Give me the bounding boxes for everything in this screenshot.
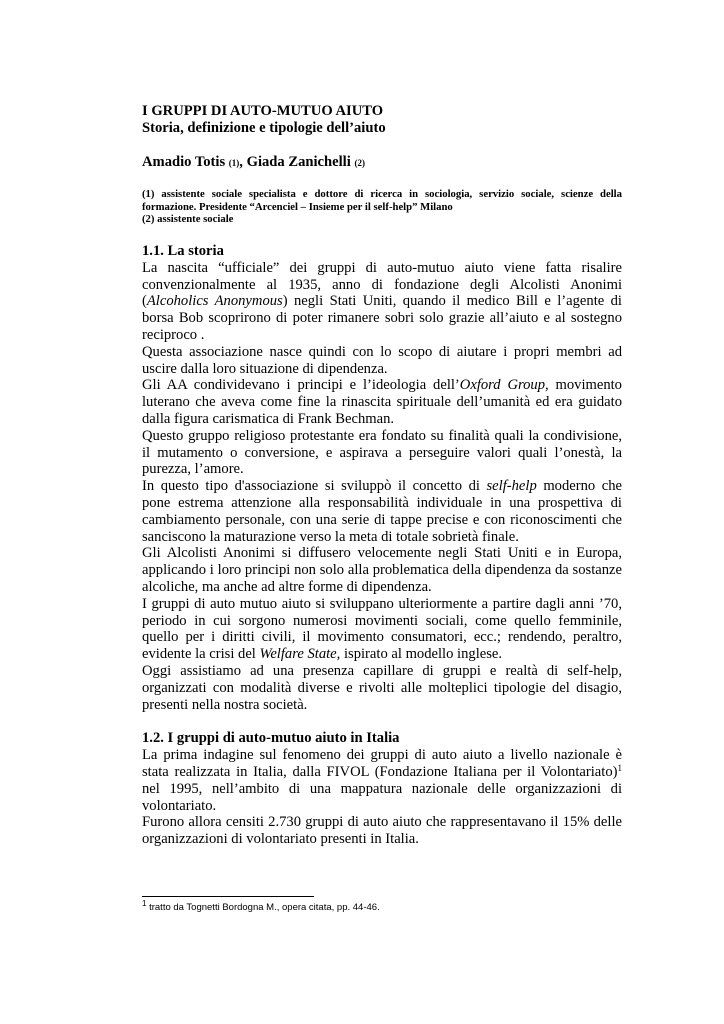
affiliation-1: (1) assistente sociale specialista e dottore di ricerca in sociologia, servizio sociale, scienze della formazione. Presidente “Arcenciel – Insieme per il self-help” Milano <box>142 188 622 213</box>
author-1-ref: (1) <box>228 158 240 168</box>
section-heading-italy: 1.2. I gruppi di auto-mutuo aiuto in Italia <box>142 730 400 747</box>
document-subtitle: Storia, definizione e tipologie dell’aiuto <box>142 120 386 136</box>
author-separator: , <box>239 154 247 170</box>
section-heading-history: 1.1. La storia <box>142 242 224 259</box>
affiliations <box>142 188 622 226</box>
authors-line <box>142 154 622 172</box>
footnote <box>142 899 622 914</box>
document-page <box>142 103 622 848</box>
paragraph: Gli AA condividevano i principi e l’ideologia dell’Oxford Group, movimento luterano che aveva come fine la rinascita spirituale dell’umanità ed era guidato dalla figura carismatica di Frank Bechman. <box>142 377 622 427</box>
footnote-divider <box>142 896 314 897</box>
paragraph: La prima indagine sul fenomeno dei gruppi di auto aiuto a livello nazionale è stata realizzata in Italia, dalla FIVOL (Fondazione Italiana per il Volontariato)$^1$ nel 1995, nell’ambito di una mappatura nazionale delle organizzazioni di volontariato. <box>142 747 622 814</box>
paragraph: Oggi assistiamo ad una presenza capillare di gruppi e realtà di self-help, organizzati con modalità diverse e rivolti alle molteplici tipologie del disagio, presenti nella nostra società. <box>142 662 622 713</box>
author-2: Giada Zanichelli <box>246 154 351 170</box>
footnote-ref: 1 <box>617 763 622 774</box>
affiliation-2: (2) assistente sociale <box>142 213 234 226</box>
document-title: I GRUPPI DI AUTO-MUTUO AIUTO <box>142 103 384 119</box>
paragraph: Gli Alcolisti Anonimi si diffusero velocemente negli Stati Uniti e in Europa, applicando i loro principi non solo alla problematica della dipendenza da sostanze alcoliche, ma anche ad altre forme di dipendenza. <box>142 545 622 595</box>
paragraph: Furono allora censiti 2.730 gruppi di auto aiuto che rappresentavano il 15% delle organizzazioni di volontariato presenti in Italia. <box>142 814 622 848</box>
footnote-number: 1 <box>142 899 147 908</box>
footnote-text: tratto da Tognetti Bordogna M., opera citata, pp. 44-46. <box>146 902 380 913</box>
paragraph: I gruppi di auto mutuo aiuto si sviluppano ulteriormente a partire dagli anni ’70, periodo in cui sorgono numerosi movimenti sociali, come quello femminile, quello per i diritti civili, il movimento consumatori, ecc.; rendendo, peraltro, evidente la crisi del Welfare State, ispirato al modello inglese. <box>142 595 622 663</box>
author-1: Amadio Totis <box>142 154 226 170</box>
paragraph: In questo tipo d'associazione si sviluppò il concetto di self-help moderno che pone estrema attenzione alla responsabilità individuale in una prospettiva di cambiamento personale, con una serie di tappe precise e con riconoscimenti che sanciscono la maturazione verso la meta di totale sobrietà finale. <box>142 478 622 545</box>
paragraph: La nascita “ufficiale” dei gruppi di auto-mutuo aiuto viene fatta risalire convenzionalmente al 1935, anno di fondazione degli Alcolisti Anonimi (Alcoholics Anonymous) negli Stati Uniti, quando il medico Bill e l’agente di borsa Bob scoprirono di poter rimanere sobri solo grazie all’aiuto e al sostegno reciproco . <box>142 259 622 343</box>
paragraph: Questo gruppo religioso protestante era fondato su finalità quali la condivisione, il mutamento o conversione, e aspirava a perseguire valori quali l’onestà, la purezza, l’amore. <box>142 427 622 478</box>
paragraph: Questa associazione nasce quindi con lo scopo di aiutare i propri membri ad uscire dalla loro situazione di dipendenza. <box>142 343 622 377</box>
author-2-ref: (2) <box>354 158 365 168</box>
